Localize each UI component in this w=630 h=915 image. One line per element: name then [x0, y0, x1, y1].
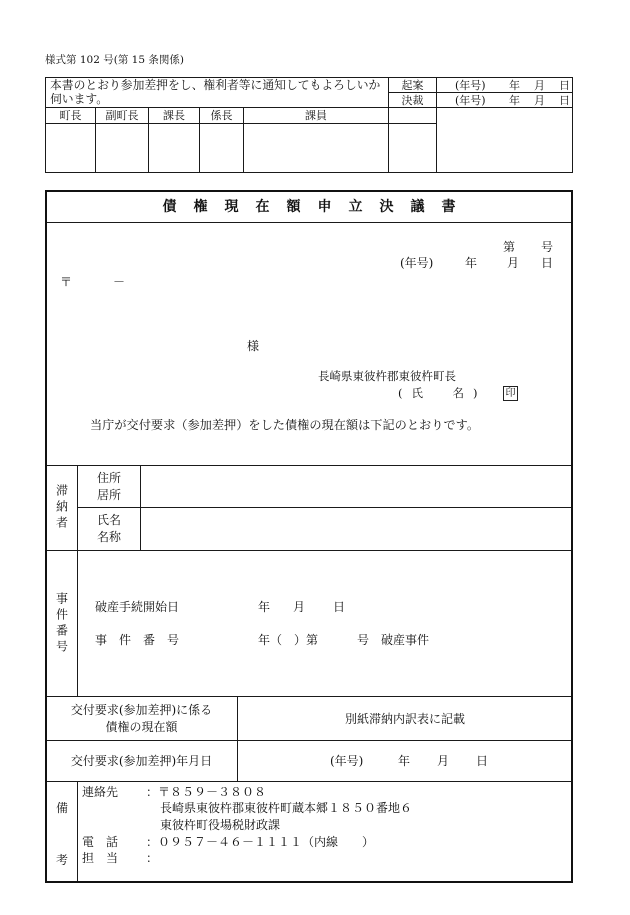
- case-label-cell: [45, 550, 78, 697]
- debtor-label: 滞納者: [54, 484, 69, 532]
- draft-label-cell: [388, 77, 437, 93]
- claim-amount-label: 交付要求(参加差押)に係る: [70, 702, 213, 717]
- entity-name-label: 名称: [96, 530, 121, 544]
- request-date-day: 日: [476, 754, 489, 768]
- decision-label: 決裁: [401, 93, 424, 107]
- decision-date-day: 日: [559, 94, 570, 107]
- document-number-suffix: 号: [541, 240, 554, 254]
- contact-label: 連絡先: [82, 785, 119, 799]
- request-date-month: 月: [437, 754, 450, 768]
- approval-notes-cell: [436, 107, 573, 173]
- staff-label: 担 当: [82, 851, 119, 865]
- notice-date-day: 日: [541, 256, 554, 270]
- case-number-label: 事 件 番 号: [95, 633, 180, 647]
- role-label: 係長: [210, 109, 233, 122]
- case-content-cell: [77, 550, 573, 697]
- draft-date-month: 月: [534, 79, 545, 92]
- stamp-box-deputy-mayor: [95, 123, 149, 173]
- postal-mark: 〒: [60, 275, 73, 289]
- stamp-box-blank: [388, 123, 437, 173]
- claim-amount-value: 別紙滞納内訳表に記載: [344, 711, 465, 726]
- case-label: 事件番号: [54, 591, 69, 656]
- phone-separator: ：: [146, 835, 159, 849]
- document-number-prefix: 第: [503, 240, 516, 254]
- seal-mark: 印: [503, 386, 518, 401]
- name-label-cell: [77, 507, 141, 551]
- title-cell: [45, 190, 573, 223]
- draft-label: 起案: [401, 78, 424, 92]
- role-label: 課長: [163, 109, 185, 122]
- decision-date-year: 年: [509, 94, 520, 107]
- notice-statement: 当庁が交付要求（参加差押）をした債権の現在額は下記のとおりです。: [90, 418, 480, 432]
- claim-amount-label-cont: 債権の現在額: [105, 719, 178, 734]
- role-label: 町長: [59, 109, 82, 122]
- approval-request-cell: [45, 77, 389, 108]
- decision-date-cell: [436, 92, 573, 108]
- postal-dash: －: [113, 275, 126, 289]
- notice-body-cell: [45, 222, 573, 466]
- request-date-label: 交付要求(参加差押)年月日: [70, 754, 213, 768]
- remarks-label-bottom: 考: [56, 853, 69, 867]
- draft-date-year: 年: [509, 79, 520, 92]
- role-header-subsection-chief: [199, 107, 244, 124]
- role-header-deputy-mayor: [95, 107, 149, 124]
- debtor-label-cell: [45, 465, 78, 551]
- request-date-value-cell: [237, 740, 573, 782]
- bankruptcy-start-month: 月: [293, 600, 306, 614]
- bankruptcy-start-label: 破産手続開始日: [95, 600, 180, 614]
- phone-label: 電 話: [82, 835, 119, 849]
- draft-date-day: 日: [559, 79, 570, 92]
- address-label: 住所: [96, 470, 121, 485]
- notice-date-era: (年号): [400, 256, 434, 270]
- name-value-cell: [140, 507, 573, 551]
- contact-postal-code: 〒８５９－３８０８: [158, 785, 267, 799]
- name-label: 氏名: [96, 513, 121, 527]
- remarks-label-cell: [45, 781, 78, 883]
- contact-address: 長崎県東彼杵郡東彼杵町蔵本郷１８５０番地６: [160, 801, 413, 815]
- document-title: 債権現在額申立決議書: [162, 198, 473, 215]
- issuer-title: 長崎県東彼杵郡東彼杵町長: [318, 369, 456, 383]
- address-label-cell: [77, 465, 141, 508]
- contact-office: 東彼杵町役場税財政課: [160, 818, 281, 832]
- case-number-suffix: 号: [357, 633, 370, 647]
- form-number: 様式第 102 号(第 15 条関係): [45, 54, 184, 66]
- addressee-honorific: 様: [247, 339, 260, 353]
- address-value-cell: [140, 465, 573, 508]
- bankruptcy-start-year: 年: [258, 600, 271, 614]
- notice-date-year: 年: [465, 256, 478, 270]
- decision-label-cell: [388, 92, 437, 108]
- stamp-box-staff: [243, 123, 389, 173]
- request-date-year: 年: [398, 754, 411, 768]
- case-type: 破産事件: [381, 633, 430, 647]
- stamp-box-subsection-chief: [199, 123, 244, 173]
- request-date-label-cell: [45, 740, 238, 782]
- request-date-era: (年号): [330, 754, 364, 768]
- approval-request-text-cont: 伺います。: [50, 92, 109, 106]
- role-label: 副町長: [105, 109, 139, 122]
- draft-date-cell: [436, 77, 573, 93]
- decision-date-month: 月: [534, 94, 545, 107]
- draft-date-era: (年号): [455, 79, 486, 92]
- role-header-staff: [243, 107, 389, 124]
- phone-number: ０９５７－４６－１１１１（内線 ）: [158, 835, 375, 849]
- bankruptcy-start-day: 日: [333, 600, 346, 614]
- role-header-section-chief: [148, 107, 200, 124]
- notice-date-month: 月: [507, 256, 520, 270]
- residence-label: 居所: [96, 487, 121, 502]
- role-header-blank: [388, 107, 437, 124]
- case-number-year: 年（ ）第: [258, 633, 319, 647]
- remarks-label-top: 備: [56, 801, 69, 815]
- stamp-box-section-chief: [148, 123, 200, 173]
- contact-separator: ：: [146, 785, 159, 799]
- decision-date-era: (年号): [455, 94, 486, 107]
- role-label: 課員: [305, 109, 327, 122]
- claim-amount-label-cell: [45, 696, 238, 741]
- approval-request-text: 本書のとおり参加差押をし、権利者等に通知してもよろしいか: [50, 78, 381, 92]
- remarks-content-cell: [77, 781, 573, 883]
- stamp-box-mayor: [45, 123, 96, 173]
- issuer-name-label: (氏 名): [398, 386, 487, 400]
- role-header-mayor: [45, 107, 96, 124]
- claim-amount-value-cell: [237, 696, 573, 741]
- staff-separator: ：: [146, 851, 159, 865]
